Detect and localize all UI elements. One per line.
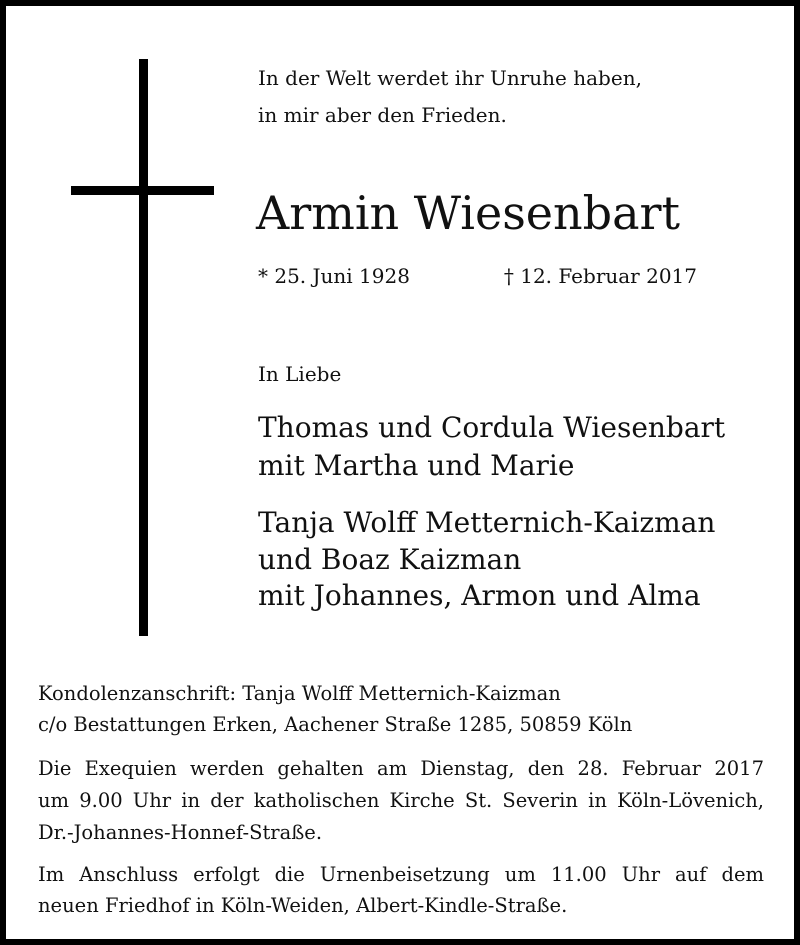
- burial-line: neuen Friedhof in Köln-Weiden, Albert-Kindle-Straße.: [38, 894, 568, 917]
- mourner-line: Thomas und Cordula Wiesenbart: [258, 411, 726, 444]
- burial-line: Im Anschluss erfolgt die Urnenbeisetzung um 11.00 Uhr auf dem: [38, 863, 764, 886]
- exequies-line: Dr.-Johannes-Honnef-Straße.: [38, 821, 323, 844]
- exequies-line: Die Exequien werden gehalten am Dienstag, den 28. Februar 2017: [38, 757, 764, 780]
- mourner-line: mit Martha und Marie: [258, 449, 575, 482]
- bible-quote-line-2: in mir aber den Frieden.: [258, 103, 507, 127]
- mourner-line: mit Johannes, Armon und Alma: [258, 579, 701, 612]
- bible-quote-line-1: In der Welt werdet ihr Unruhe haben,: [258, 66, 642, 90]
- condolence-address-line: Kondolenzanschrift: Tanja Wolff Metternich-Kaizman: [38, 682, 561, 705]
- deceased-name: Armin Wiesenbart: [256, 186, 680, 240]
- mourners-intro: In Liebe: [258, 362, 342, 386]
- mourner-line: und Boaz Kaizman: [258, 543, 522, 576]
- condolence-address-line: c/o Bestattungen Erken, Aachener Straße 1285, 50859 Köln: [38, 713, 633, 736]
- exequies-line: um 9.00 Uhr in der katholischen Kirche St. Severin in Köln-Lövenich,: [38, 789, 764, 812]
- cross-vertical-bar: [139, 59, 148, 636]
- mourner-line: Tanja Wolff Metternich-Kaizman: [258, 506, 716, 539]
- death-date: † 12. Februar 2017: [503, 264, 697, 288]
- birth-date: * 25. Juni 1928: [258, 264, 410, 288]
- cross-horizontal-bar: [71, 186, 214, 195]
